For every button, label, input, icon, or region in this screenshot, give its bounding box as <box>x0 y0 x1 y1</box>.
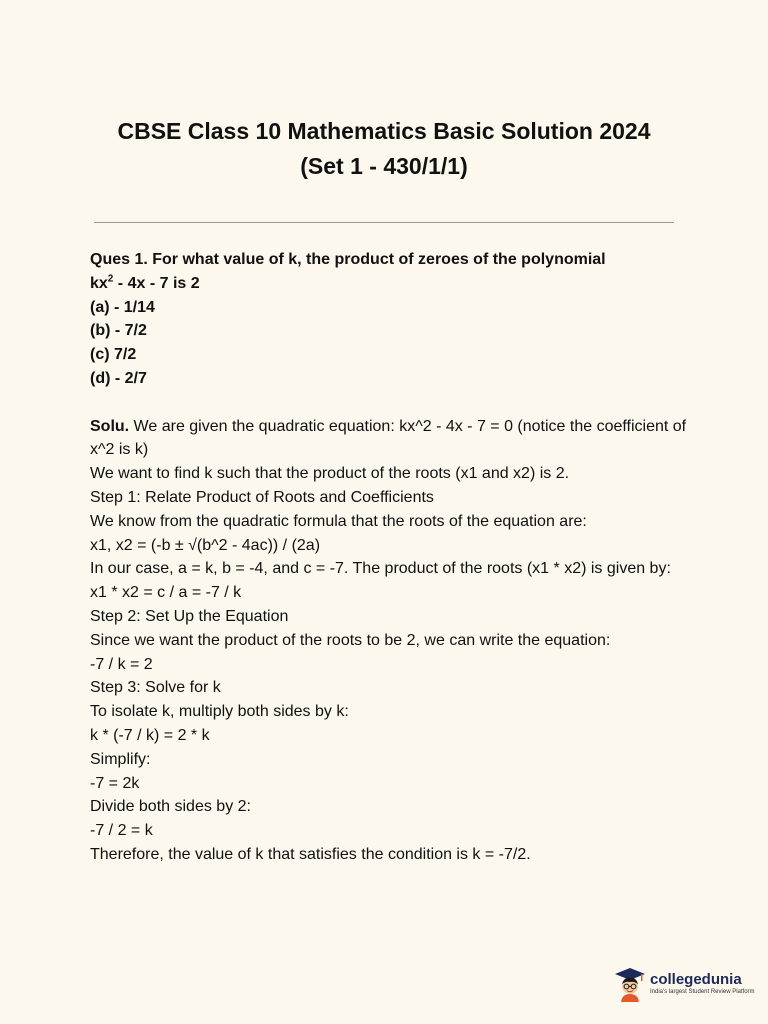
logo-text <box>650 972 755 996</box>
collegedunia-logo[interactable] <box>614 964 755 1004</box>
title-line-1: CBSE Class 10 Mathematics Basic Solution 2024 <box>117 118 651 144</box>
question-block <box>90 248 690 391</box>
solution-line: In our case, a = k, b = -4, and c = -7. The product of the roots (x1 * x2) is given by: <box>90 560 671 578</box>
solution-line: We know from the quadratic formula that the roots of the equation are: <box>90 512 587 530</box>
solution-line: Step 3: Solve for k <box>90 679 221 697</box>
option-d: (d) - 2/7 <box>90 369 147 387</box>
title-divider <box>94 222 674 223</box>
spacer <box>90 391 690 415</box>
logo-tagline: India's largest Student Review Platform <box>650 989 755 995</box>
solution-line: -7 / 2 = k <box>90 822 153 840</box>
solution-line: Therefore, the value of k that satisfies the condition is k = -7/2. <box>90 845 531 863</box>
polynomial-rest: - 4x - 7 is 2 <box>113 274 200 292</box>
page-title <box>0 114 768 184</box>
solution-line: Since we want the product of the roots to be 2, we can write the equation: <box>90 631 611 649</box>
solution-line: -7 / k = 2 <box>90 655 153 673</box>
solution-intro: We are given the quadratic equation: kx^2 - 4x - 7 = 0 (notice the coefficient of x^2 is k) <box>90 417 687 459</box>
student-mascot-icon <box>614 966 646 1002</box>
option-a: (a) - 1/14 <box>90 298 155 316</box>
solution-line: x1, x2 = (-b ± √(b^2 - 4ac)) / (2a) <box>90 536 321 554</box>
option-b: (b) - 7/2 <box>90 322 147 340</box>
solution-line: k * (-7 / k) = 2 * k <box>90 726 210 744</box>
solution-label: Solu. <box>90 417 130 435</box>
solution-line: Step 1: Relate Product of Roots and Coefficients <box>90 488 434 506</box>
question-line-2 <box>90 272 690 296</box>
solution-line: Divide both sides by 2: <box>90 798 251 816</box>
polynomial-exponent: 2 <box>107 273 114 285</box>
option-c: (c) 7/2 <box>90 346 137 364</box>
solution-line: Simplify: <box>90 750 151 768</box>
logo-name: collegedunia <box>650 971 742 988</box>
title-line-2: (Set 1 - 430/1/1) <box>300 153 468 179</box>
solution-line: To isolate k, multiply both sides by k: <box>90 703 349 721</box>
document-body <box>90 248 690 867</box>
solution-line: We want to find k such that the product of the roots (x1 and x2) is 2. <box>90 465 570 483</box>
polynomial-term: kx <box>90 274 108 292</box>
solution-line-first <box>90 415 690 463</box>
solution-line: Step 2: Set Up the Equation <box>90 607 289 625</box>
solution-line: x1 * x2 = c / a = -7 / k <box>90 584 242 602</box>
solution-line: -7 = 2k <box>90 774 140 792</box>
question-line-1: Ques 1. For what value of k, the product of zeroes of the polynomial <box>90 251 606 268</box>
solution-block <box>90 415 690 867</box>
